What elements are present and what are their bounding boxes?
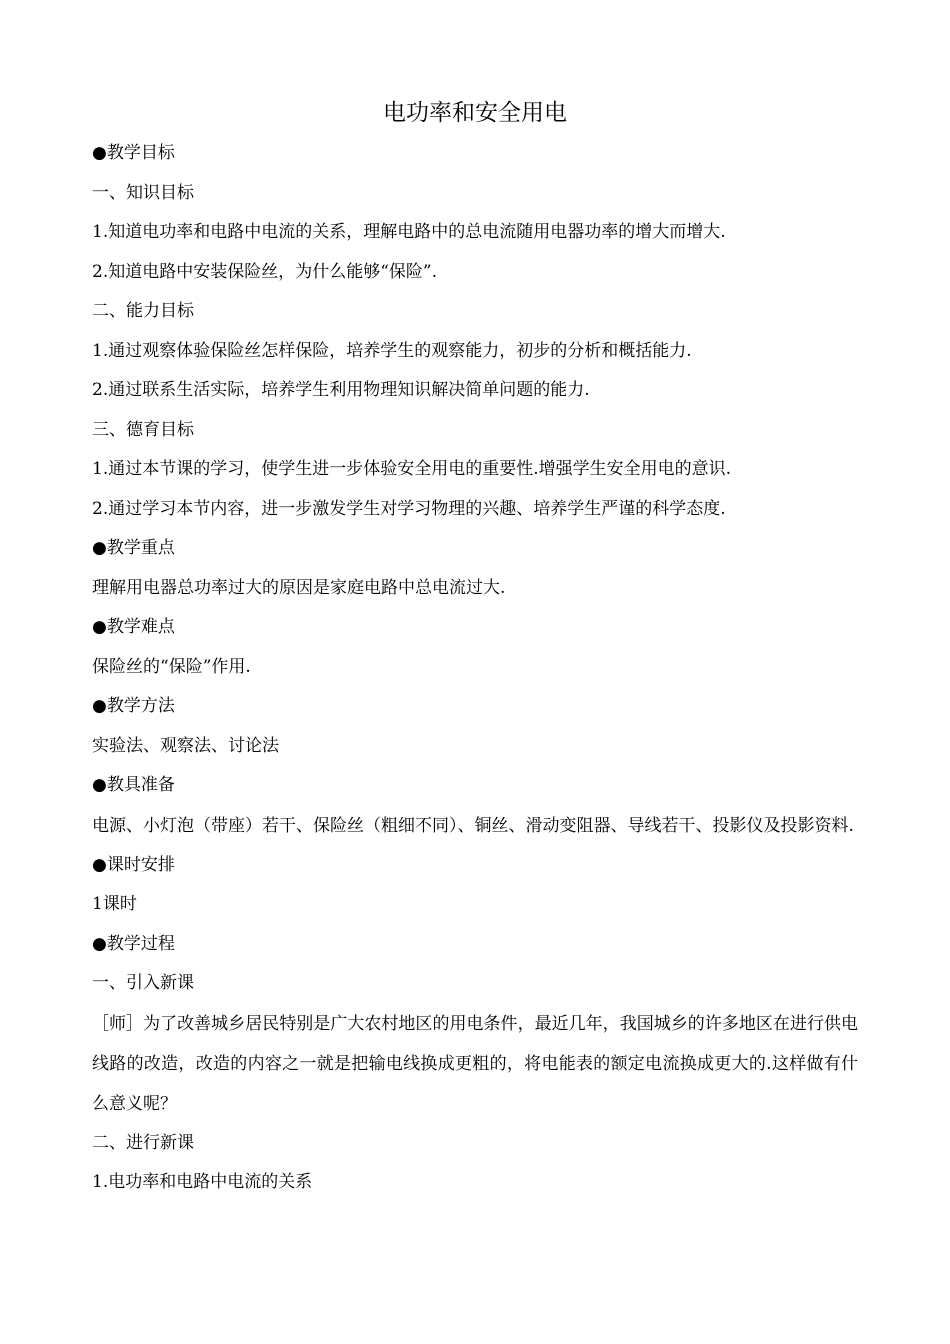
subheading-introduction: 一、引入新课 [92, 973, 194, 993]
section-heading-equipment: ●教具准备 [92, 775, 175, 795]
key-points-text: 理解用电器总功率过大的原因是家庭电路中总电流过大. [92, 577, 506, 598]
teacher-paragraph: ［师］为了改善城乡居民特别是广大农村地区的用电条件，最近几年，我国城乡的许多地区在进行供电线路的改造，改造的内容之一就是把输电线换成更粗的，将电能表的额定电流换成更大的.这样做有什么意义呢？ [92, 1013, 858, 1114]
moral-objective-1: 1.通过本节课的学习，使学生进一步体验安全用电的重要性.增强学生安全用电的意识. [92, 459, 732, 479]
section-heading-methods: ●教学方法 [92, 696, 175, 716]
topic-power-and-current: 1.电功率和电路中电流的关系 [92, 1172, 313, 1192]
difficulties-text: 保险丝的“保险”作用. [92, 656, 251, 677]
document-title: 电功率和安全用电 [383, 100, 567, 126]
section-heading-schedule: ●课时安排 [92, 854, 175, 875]
subheading-new-lesson: 二、进行新课 [92, 1132, 194, 1153]
section-heading-key-points: ●教学重点 [92, 538, 175, 558]
ability-objective-2: 2.通过联系生活实际，培养学生利用物理知识解决简单问题的能力. [92, 380, 590, 400]
methods-text: 实验法、观察法、讨论法 [92, 735, 279, 756]
section-heading-difficulties: ●教学难点 [92, 617, 175, 637]
moral-objective-2: 2.通过学习本节内容，进一步激发学生对学习物理的兴趣、培养学生严谨的科学态度. [92, 498, 726, 519]
subheading-knowledge-objectives: 一、知识目标 [92, 182, 194, 203]
schedule-text: 1课时 [92, 894, 137, 914]
subheading-moral-objectives: 三、德育目标 [92, 419, 194, 440]
section-heading-process: ●教学过程 [92, 933, 175, 954]
document-page [92, 96, 858, 1203]
knowledge-objective-1: 1.知道电功率和电路中电流的关系，理解电路中的总电流随用电器功率的增大而增大. [92, 222, 726, 242]
subheading-ability-objectives: 二、能力目标 [92, 301, 194, 321]
knowledge-objective-2: 2.知道电路中安装保险丝，为什么能够“保险”. [92, 261, 438, 282]
section-heading-objectives: ●教学目标 [92, 143, 175, 163]
equipment-paragraph: 电源、小灯泡（带座）若干、保险丝（粗细不同）、铜丝、滑动变阻器、导线若干、投影仪及投影资料. [92, 815, 854, 836]
ability-objective-1: 1.通过观察体验保险丝怎样保险，培养学生的观察能力，初步的分析和概括能力. [92, 340, 692, 361]
